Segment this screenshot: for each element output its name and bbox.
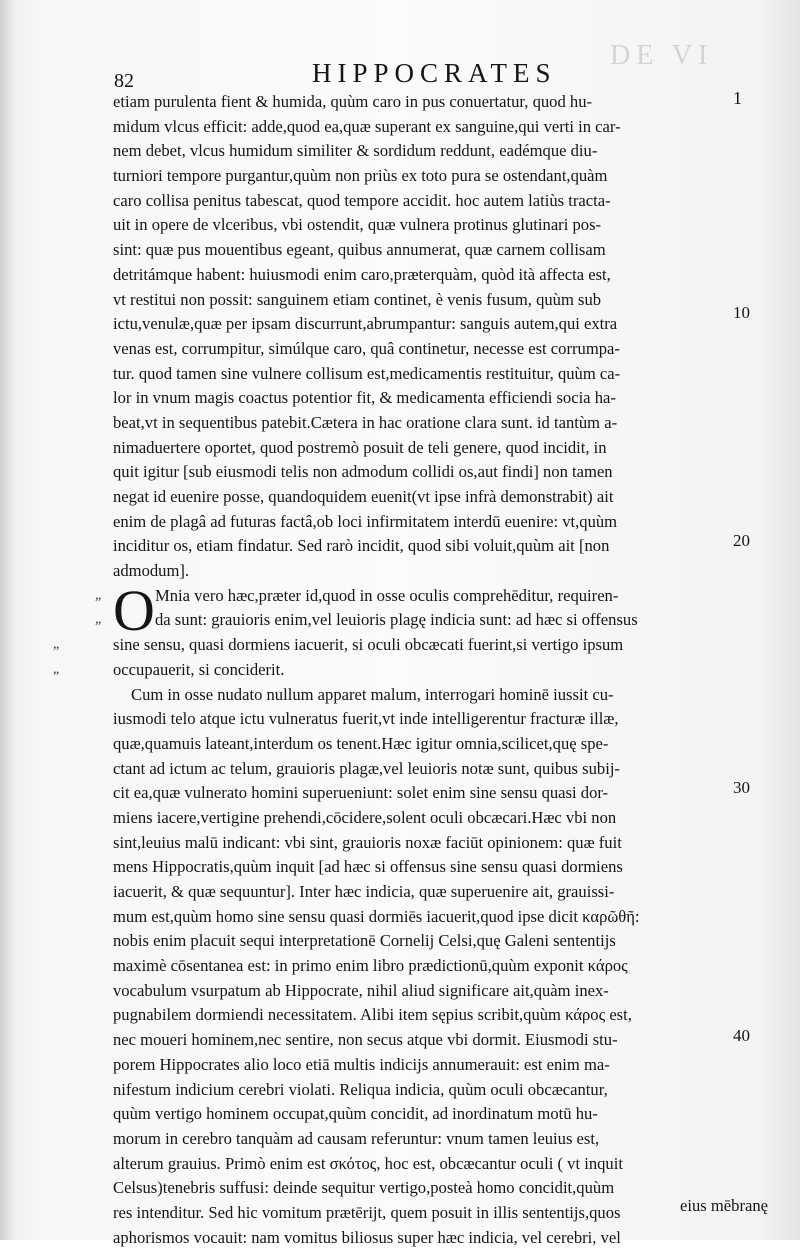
page-number: 82 — [114, 70, 134, 93]
commentary-line: enim de plagâ ad futuras factâ,ob loci infirmitatem interdū euenire: vt,quùm — [113, 510, 733, 535]
aphorism-line — [113, 633, 733, 658]
line-number-30: 30 — [733, 778, 750, 798]
commentary-line: cit ea,quæ vulnerato homini superueniunt: solet enim sine sensu quasi dor- — [113, 781, 733, 806]
commentary-line: morum in cerebro tanquàm ad causam referuntur: vnum tamen leuius est, — [113, 1127, 733, 1152]
commentary-line: nifestum indicium cerebri violati. Reliqua indicia, quùm oculi obcæcantur, — [113, 1078, 733, 1103]
quote-mark: „ — [53, 633, 59, 658]
commentary-line: venas est, corrumpitur, simúlque caro, quâ continetur, necesse est corrumpa- — [113, 337, 733, 362]
commentary-line: quit igitur [sub eiusmodi telis non admodum collidi os,aut findi] non tamen — [113, 460, 733, 485]
commentary-line: tur. quod tamen sine vulnere collisum est,medicamentis restituitur, quùm ca- — [113, 362, 733, 387]
commentary-line: porem Hippocrates alio loco etiā multis indicijs annumerauit: est enim ma- — [113, 1053, 733, 1078]
catchword: eius mēbranę — [680, 1196, 768, 1216]
commentary-line: Celsus)tenebris suffusi: deinde sequitur vertigo,posteà homo concidit,quùm — [113, 1176, 733, 1201]
commentary-line: sint,leuius malū indicant: vbi sint, grauioris noxæ faciūt opinionem: quæ fuit — [113, 831, 733, 856]
commentary-line: lor in vnum magis coactus potentior fit, & medicamenta efficiendi socia ha- — [113, 386, 733, 411]
gutter-shadow — [0, 0, 14, 1240]
commentary-line: nec moueri hominem,nec sentire, non secus atque vbi dormit. Eiusmodi stu- — [113, 1028, 733, 1053]
line-number-20: 20 — [733, 531, 750, 551]
commentary-line: negat id euenire posse, quandoquidem euenit(vt ipse infrà demonstrabit) ait — [113, 485, 733, 510]
commentary-line: vt restitui non possit: sanguinem etiam continet, è venis fusum, quùm sub — [113, 288, 733, 313]
aphorism-line — [155, 584, 733, 609]
aphorism-line — [155, 608, 733, 633]
quote-mark: „ — [95, 608, 101, 633]
commentary-line: res intenditur. Sed hic vomitum prætērijt, quem posuit in illis sententijs,quos — [113, 1201, 733, 1226]
aphorism-text: da sunt: grauioris enim,vel leuioris plagę indicia sunt: ad hæc si offensus — [155, 610, 638, 629]
commentary-line: etiam purulenta fient & humida, quùm caro in pus conuertatur, quod hu- — [113, 90, 733, 115]
line-number-10: 10 — [733, 303, 750, 323]
commentary-line: mens Hippocratis,quùm inquit [ad hæc si offensus sine sensu quasi dormiens — [113, 855, 733, 880]
main-text — [113, 90, 733, 1250]
commentary-line: iacuerit, & quæ sequuntur]. Inter hæc indicia, quæ superuenire ait, grauissi- — [113, 880, 733, 905]
commentary-line: pugnabilem dormiendi necessitatem. Alibi item sępius scribit,quùm κάρος est, — [113, 1003, 733, 1028]
aphorism-text: sine sensu, quasi dormiens iacuerit, si oculi obcæcati fuerint,si vertigo ipsum — [113, 635, 623, 654]
bleed-through-text: DE VI — [610, 40, 800, 80]
quote-mark: „ — [95, 584, 101, 609]
paragraph-aphorism — [113, 584, 733, 683]
aphorism-text: occupauerit, si conciderit. — [113, 660, 284, 679]
commentary-line: aphorismos vocauit: nam vomitus biliosus super hæc indicia, vel cerebri, vel — [113, 1226, 733, 1250]
commentary-line: iusmodi telo atque ictu vulneratus fuerit,vt inde intelligerentur fracturæ illæ, — [113, 707, 733, 732]
quote-mark: „ — [53, 658, 59, 683]
commentary-line: quæ,quamuis lateant,interdum os tenent.Hæc igitur omnia,scilicet,quę spe- — [113, 732, 733, 757]
aphorism-text: Mnia vero hæc,præter id,quod in osse oculis comprehēditur, requiren- — [155, 586, 618, 605]
commentary-line: sint: quæ pus mouentibus egeant, quibus annumerat, quæ carnem collisam — [113, 238, 733, 263]
commentary-line: nobis enim placuit sequi interpretationē Cornelij Celsi,quę Galeni sententijs — [113, 929, 733, 954]
commentary-line: Cum in osse nudato nullum apparet malum, interrogari hominē iussit cu- — [113, 683, 733, 708]
commentary-line: nimaduertere oportet, quod postremò posuit de teli genere, quod incidit, in — [113, 436, 733, 461]
commentary-line: turniori tempore purgantur,quùm non priùs ex toto pura se ostendant,quàm — [113, 164, 733, 189]
paragraph-commentary-1 — [113, 90, 733, 584]
commentary-line: quùm vertigo hominem occupat,quùm concidit, ad inordinatum motū hu- — [113, 1102, 733, 1127]
margin-mark: 1 — [733, 88, 742, 109]
commentary-line: ictu,venulæ,quæ per ipsam discurrunt,abrumpantur: sanguis autem,qui extra — [113, 312, 733, 337]
commentary-line: maximè cōsentanea est: in primo enim libro prædictionū,quùm exponit κάρος — [113, 954, 733, 979]
drop-cap: O — [113, 585, 155, 637]
commentary-line: admodum]. — [113, 559, 733, 584]
commentary-line: inciditur os, etiam findatur. Sed rarò incidit, quod sibi voluit,quùm ait [non — [113, 534, 733, 559]
aphorism-line — [113, 658, 733, 683]
commentary-line: nem debet, vlcus humidum similiter & sordidum reddunt, eadémque diu- — [113, 139, 733, 164]
commentary-line: miens iacere,vertigine prehendi,cōcidere,solent oculi obcæcari.Hæc vbi non — [113, 806, 733, 831]
commentary-line: detritámque habent: huiusmodi enim caro,præterquàm, quòd ità affecta est, — [113, 263, 733, 288]
commentary-line: beat,vt in sequentibus patebit.Cætera in hac oratione clara sunt. id tantùm a- — [113, 411, 733, 436]
commentary-line: midum vlcus efficit: adde,quod ea,quæ superant ex sanguine,qui verti in car- — [113, 115, 733, 140]
commentary-line: ctant ad ictum ac telum, grauioris plagæ,vel leuioris notæ sunt, quibus subij- — [113, 757, 733, 782]
commentary-line: uit in opere de vlceribus, vbi ostendit, quæ vulnera protinus glutinari pos- — [113, 213, 733, 238]
paragraph-commentary-2 — [113, 683, 733, 1250]
commentary-line: caro collisa penitus tabescat, quod tempore accidit. hoc autem latiùs tracta- — [113, 189, 733, 214]
running-head: HIPPOCRATES — [312, 58, 557, 89]
commentary-line: mum est,quùm homo sine sensu quasi dormiēs iacuerit,quod ipse dicit καρῶθῆ: — [113, 905, 733, 930]
commentary-line: alterum grauius. Primò enim est σκότος, hoc est, obcæcantur oculi ( vt inquit — [113, 1152, 733, 1177]
commentary-line: vocabulum vsurpatum ab Hippocrate, nihil aliud significare ait,quàm inex- — [113, 979, 733, 1004]
line-number-40: 40 — [733, 1026, 750, 1046]
